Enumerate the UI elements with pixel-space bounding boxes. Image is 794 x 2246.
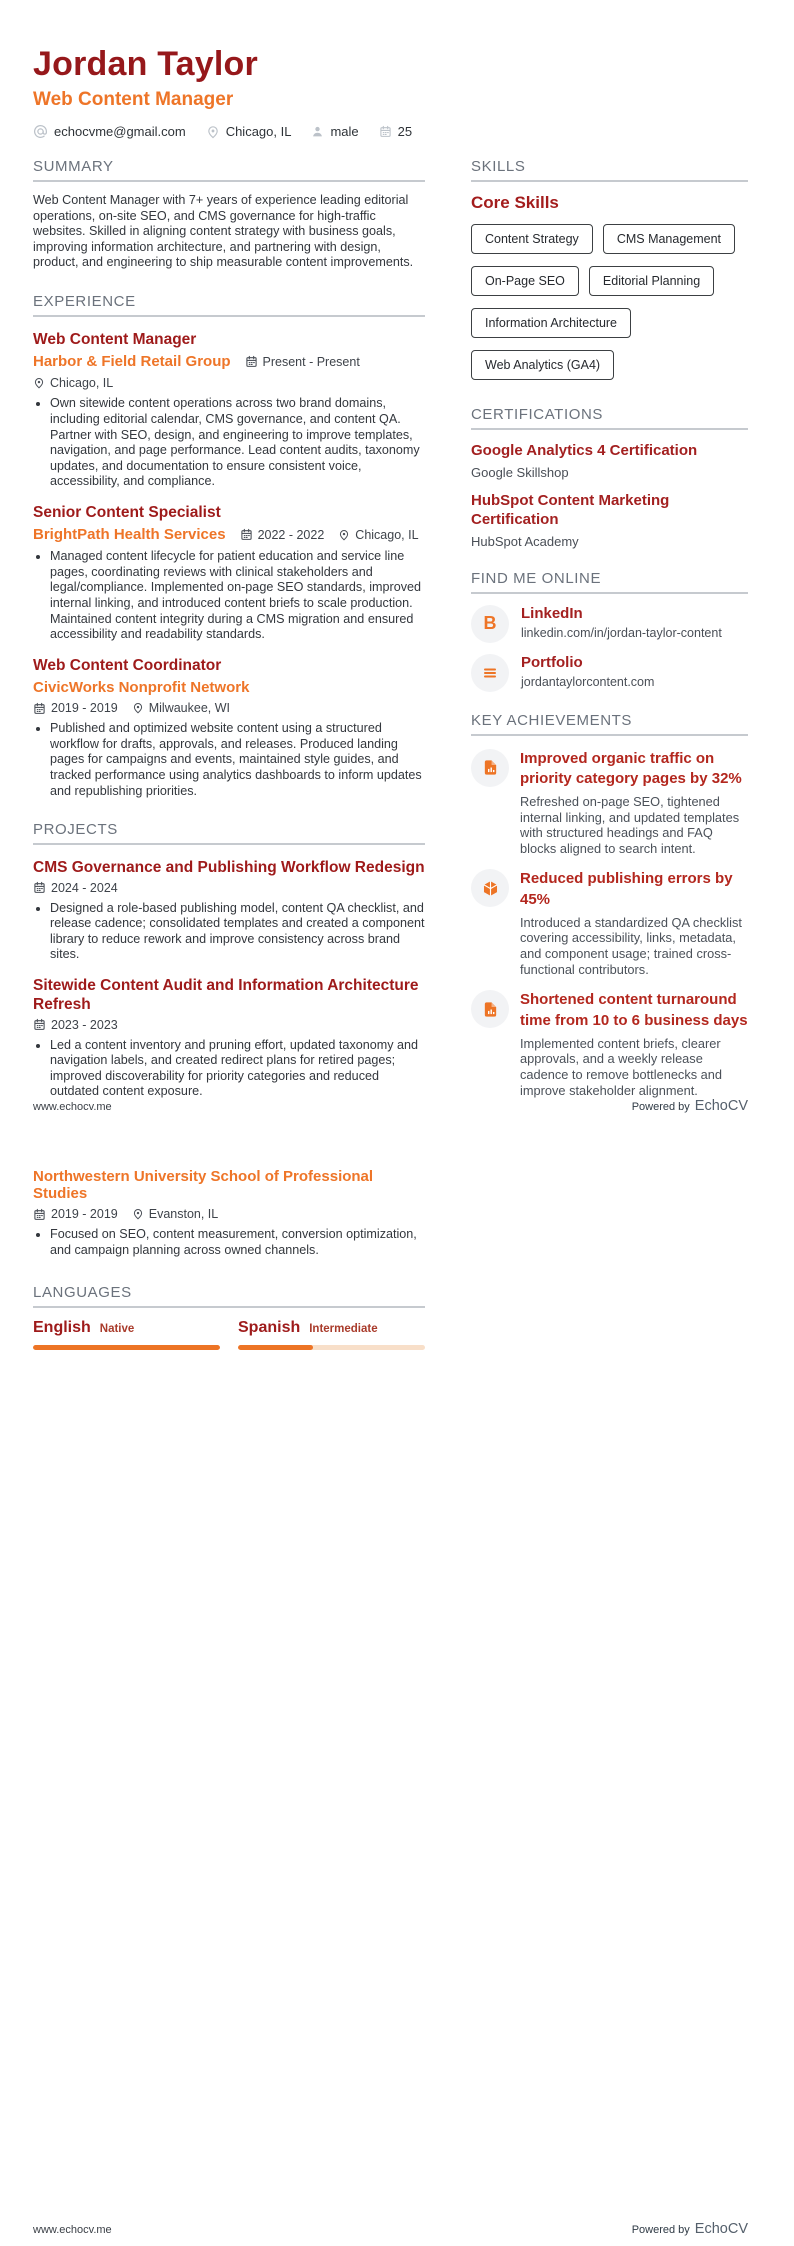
certifications-heading: CERTIFICATIONS [471,406,748,430]
left-column [33,158,425,1123]
language-item [33,1319,220,1350]
skill-chip: Web Analytics (GA4) [471,350,614,380]
project-bullet: • Designed a role-based publishing model, content QA checklist, and release cadence; consolidated templates and created a component library to reduce rework and improve consistency across brand sites. [50,901,425,963]
language-list [33,1319,425,1350]
job-date [33,701,118,715]
language-level: Intermediate [309,1323,378,1336]
online-profile-url[interactable]: jordantaylorcontent.com [521,674,655,689]
online-profile-linkedin [471,605,748,643]
online-profile-url[interactable]: linkedin.com/in/jordan-taylor-content [521,625,722,640]
certification-item [471,491,748,549]
skills-group-title: Core Skills [471,193,559,212]
contact-location-text: Chicago, IL [225,124,292,139]
project-title: Sitewide Content Audit and Information Architecture Refresh [33,976,419,1014]
job-date [240,528,325,542]
company-name: CivicWorks Nonprofit Network [33,679,250,697]
language-proficiency-bar [33,1345,220,1350]
calendar-icon [33,702,46,715]
project-item [33,858,425,963]
project-date-text: 2024 - 2024 [51,880,118,895]
skills-heading: SKILLS [471,158,748,182]
footer-brand: EchoCV [694,1098,748,1114]
calendar-icon [33,1018,46,1031]
job-date-text: 2022 - 2022 [257,527,325,542]
footer-brand: EchoCV [694,2221,748,2237]
skill-chip: CMS Management [603,224,735,254]
achievement-desc: Refreshed on-page SEO, tightened internal linking, and updated templates with structured headings and FAQ blocks aligned to search intent. [520,794,740,856]
skill-chip: Content Strategy [471,224,593,254]
job-location-text: Chicago, IL [50,376,114,391]
skills-chip-list [471,224,748,380]
document-chart-icon [471,749,509,787]
education-date-text: 2019 - 2019 [51,1207,118,1221]
languages-heading: LANGUAGES [33,1284,425,1308]
footer-site-link[interactable]: www.echocv.me [33,1101,112,1113]
company-name: Harbor & Field Retail Group [33,353,231,371]
section-certifications [471,406,748,549]
achievement-item [471,869,748,977]
linkedin-b-icon [471,605,509,643]
project-date [33,1018,118,1032]
school-name: Northwestern University School of Professional Studies [33,1168,374,1202]
footer-powered [632,1098,748,1114]
achievement-title: Shortened content turnaround time from 10 to 6 business days [520,991,748,1029]
at-icon [33,124,48,139]
language-proficiency-fill [33,1345,220,1350]
location-pin-icon [206,125,220,139]
contact-location [206,124,292,139]
calendar-icon [33,881,46,894]
left-column [33,1168,425,1350]
certification-org: Google Skillshop [471,464,569,480]
package-icon [482,880,499,897]
location-pin-icon [132,702,144,714]
key-achievements-heading: KEY ACHIEVEMENTS [471,712,748,736]
skill-chip: Information Architecture [471,308,631,338]
projects-heading: PROJECTS [33,821,425,845]
document-chart-icon [471,990,509,1028]
person-job-title: Web Content Manager [33,89,234,110]
calendar-icon [379,125,392,138]
job-bullet: • Published and optimized website content using a structured workflow for drafts, approvals, and releases. Produced landing pages for campaigns and events, maintained style guides, and tracked performance using analytics dashboards to inform updates and republishing priorities. [50,721,425,799]
hamburger-lines-icon [481,664,499,682]
contact-email [33,124,186,139]
contact-age-text: 25 [397,124,413,139]
job-location [338,528,418,542]
document-chart-icon [482,759,499,776]
footer-powered [632,2221,748,2237]
job-bullet: • Managed content lifecycle for patient education and service line pages, coordinating reviews with clinical stakeholders and legal/compliance. Implemented on-page SEO standards, improved internal linking, and introduced content briefs to scale production. Maintained content integrity during a CMS migration and ensured accessibility and readability standards. [50,549,425,643]
job-location-text: Milwaukee, WI [148,701,231,716]
education-date [33,1207,118,1221]
language-name: English [33,1319,91,1337]
project-bullet: • Led a content inventory and pruning effort, updated taxonomy and navigation labels, and created redirect plans for retired pages; improved discoverability for priority categories and reduced outdated content exposure. [50,1038,425,1100]
contact-row [33,124,748,139]
job-date [245,355,360,369]
section-skills [471,158,748,380]
achievement-item [471,990,748,1098]
project-title: CMS Governance and Publishing Workflow Redesign [33,859,425,877]
job-date-text: 2019 - 2019 [51,701,118,716]
language-name: Spanish [238,1319,301,1337]
person-name: Jordan Taylor [33,45,258,83]
language-proficiency-fill [238,1345,313,1350]
package-icon [471,869,509,907]
language-proficiency-bar [238,1345,425,1350]
page-footer [33,1098,748,1114]
calendar-icon [245,355,258,368]
calendar-icon [33,1208,46,1221]
portfolio-lines-icon [471,654,509,692]
achievement-item [471,749,748,857]
section-languages [33,1284,425,1350]
section-experience [33,293,425,799]
document-chart-icon [482,1001,499,1018]
language-item [238,1319,425,1350]
education-location [132,1207,219,1221]
online-profile-portfolio [471,654,748,692]
location-pin-icon [338,529,350,541]
footer-powered-prefix: Powered by [631,2224,690,2236]
job-title: Senior Content Specialist [33,503,221,521]
education-location-text: Evanston, IL [148,1207,219,1221]
contact-gender [311,124,358,139]
achievement-desc: Introduced a standardized QA checklist covering accessibility, links, metadata, and component usage; trained cross-functional contributors. [520,914,742,977]
location-pin-icon [33,377,45,389]
job-title: Web Content Coordinator [33,656,222,674]
project-date [33,881,118,895]
contact-age [379,124,412,139]
page-footer [33,2221,748,2237]
achievement-title: Reduced publishing errors by 45% [520,870,733,908]
certification-name: Google Analytics 4 Certification [471,442,698,459]
experience-item [33,656,425,799]
experience-item [33,503,425,643]
experience-item [33,330,425,490]
achievement-title: Improved organic traffic on priority category pages by 32% [520,749,742,787]
person-icon [311,125,324,138]
online-profile-label[interactable]: Portfolio [521,653,583,671]
education-bullet: • Focused on SEO, content measurement, conversion optimization, and campaign planning across owned channels. [50,1227,425,1258]
skill-chip: Editorial Planning [589,266,714,296]
section-find-me-online [471,570,748,692]
location-pin-icon [132,1208,144,1220]
job-date-text: Present - Present [262,354,360,369]
job-bullet: • Own sitewide content operations across two brand domains, including editorial calendar, CMS governance, and content QA. Partner with SEO, design, and engineering to improve templates, navigation, and page performance. Lead content audits, taxonomy updates, and documentation to ensure consistent voice, accessibility, and compliance. [50,396,425,490]
right-column [471,158,748,1123]
company-name: BrightPath Health Services [33,526,226,544]
calendar-icon [240,528,253,541]
section-key-achievements [471,712,748,1099]
project-date-text: 2023 - 2023 [51,1017,118,1032]
resume-header [33,45,748,139]
summary-heading: SUMMARY [33,158,425,182]
achievement-desc: Implemented content briefs, clearer approvals, and a weekly release cadence to remove bottlenecks and improve stakeholder alignment. [520,1035,723,1098]
job-location [132,701,230,715]
online-profile-label[interactable]: LinkedIn [521,604,583,622]
job-title: Web Content Manager [33,330,197,348]
skill-chip: On-Page SEO [471,266,579,296]
project-item [33,976,425,1100]
section-summary [33,158,425,271]
footer-powered-prefix: Powered by [631,1101,690,1113]
job-location-text: Chicago, IL [355,527,419,542]
summary-text: Web Content Manager with 7+ years of experience leading editorial operations, on-site SEO, and CMS governance for high-traffic websites. Skilled in aligning content strategy with business goals, improving information architecture, and partnering with design, product, and engineering to ship measurable content improvements. [33,193,414,270]
footer-site-link[interactable]: www.echocv.me [33,2224,112,2236]
resume-page-2 [0,1123,794,2246]
education-item-continued [33,1168,425,1258]
certification-name: HubSpot Content Marketing Certification [471,491,670,528]
contact-gender-text: male [330,124,359,139]
linkedin-b-glyph: B [483,613,497,633]
contact-email-text[interactable]: echocvme@gmail.com [54,124,186,139]
certification-item [471,441,748,480]
experience-heading: EXPERIENCE [33,293,425,317]
job-location [33,376,113,390]
language-level: Native [99,1323,135,1336]
certification-org: HubSpot Academy [471,533,579,549]
section-projects [33,821,425,1100]
find-me-online-heading: FIND ME ONLINE [471,570,748,594]
